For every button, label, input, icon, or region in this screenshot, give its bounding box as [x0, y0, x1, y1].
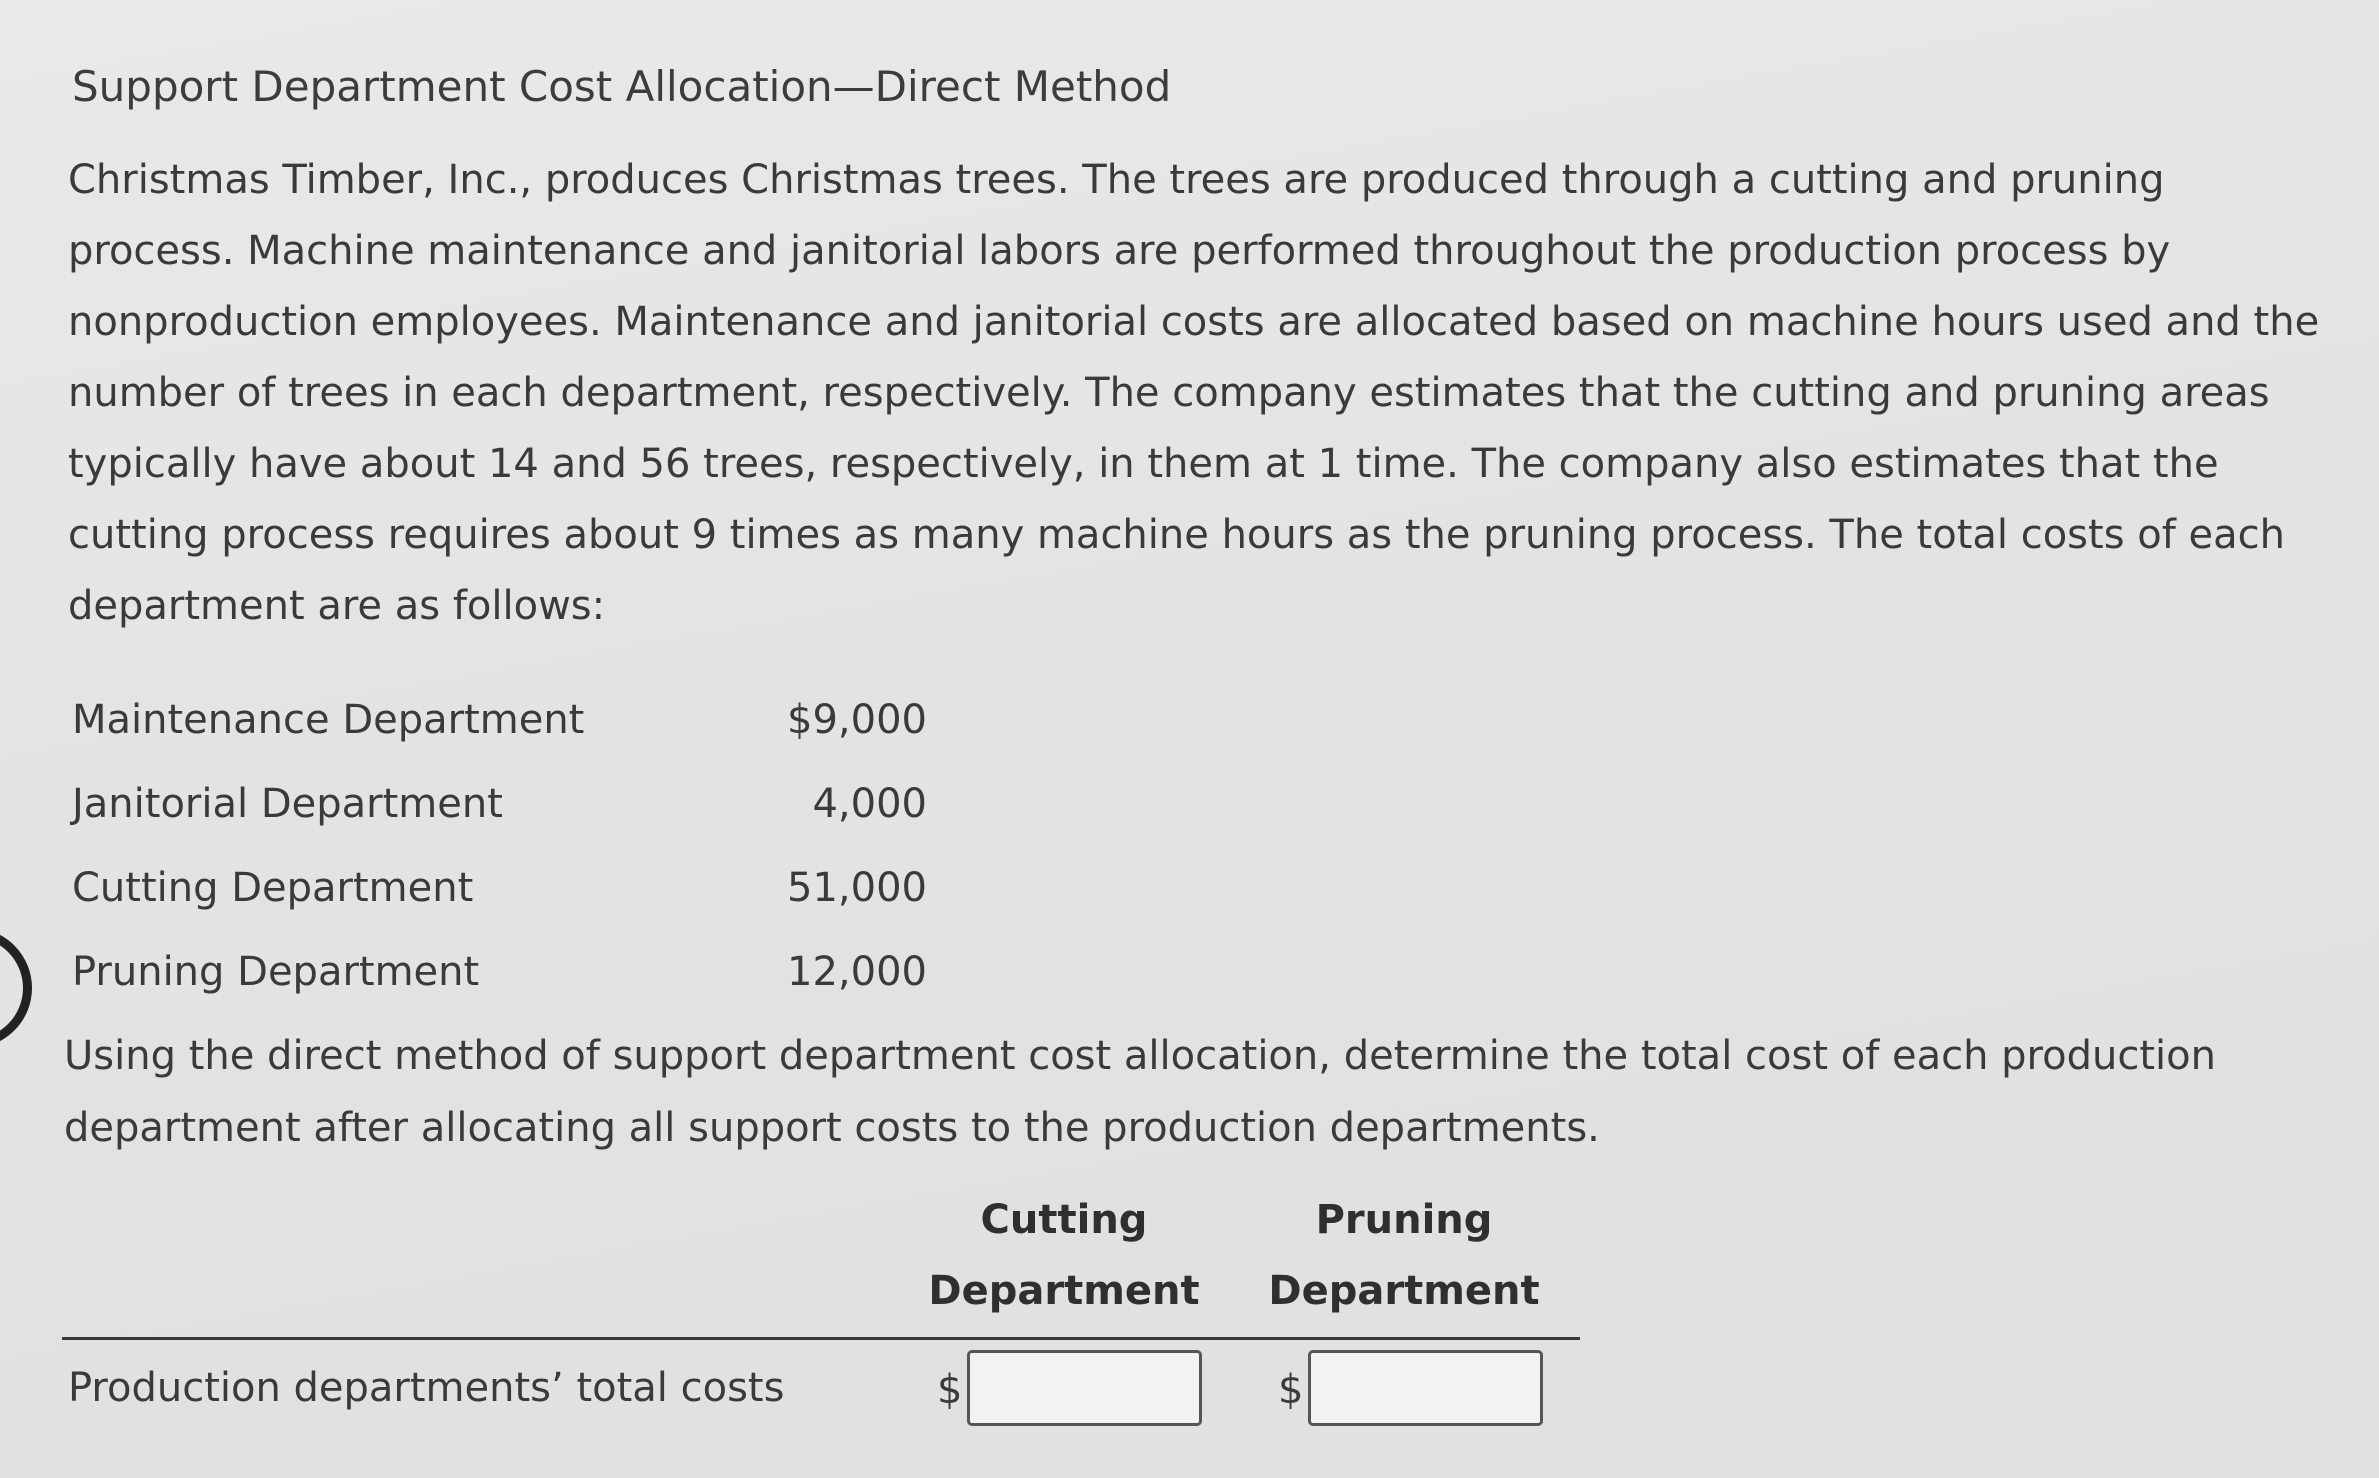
- row-label-total-costs: Production departments’ total costs: [68, 1365, 785, 1411]
- cost-label: Janitorial Department: [72, 781, 503, 827]
- cost-label: Cutting Department: [72, 865, 474, 911]
- department-cost-table: [72, 678, 927, 1014]
- column-header-line: Department: [1268, 1268, 1540, 1314]
- question-line: Using the direct method of support department cost allocation, determine the total cost of each production: [64, 1033, 2216, 1079]
- question-line: department after allocating all support costs to the production departments.: [64, 1105, 1600, 1151]
- problem-line: Christmas Timber, Inc., produces Christmas trees. The trees are produced through a cutting and pruning: [68, 157, 2165, 203]
- column-header-cutting: [914, 1185, 1214, 1327]
- cost-amount: $9,000: [787, 697, 927, 743]
- header-divider: [62, 1337, 1580, 1340]
- cost-row-janitorial: [72, 762, 927, 846]
- cost-row-pruning: [72, 930, 927, 1014]
- column-header-line: Cutting: [980, 1197, 1148, 1243]
- problem-line: department are as follows:: [68, 583, 606, 629]
- column-header-pruning: [1254, 1185, 1554, 1327]
- cost-label: Pruning Department: [72, 949, 480, 995]
- cost-row-maintenance: [72, 678, 927, 762]
- currency-symbol: $: [1278, 1367, 1304, 1413]
- problem-line: number of trees in each department, respectively. The company estimates that the cutting and pruning areas: [68, 370, 2270, 416]
- column-header-line: Pruning: [1315, 1197, 1493, 1243]
- cost-amount: 51,000: [787, 865, 927, 911]
- page-title: Support Department Cost Allocation—Direct Method: [72, 62, 1172, 111]
- cost-amount: 12,000: [787, 949, 927, 995]
- cost-row-cutting: [72, 846, 927, 930]
- question-prompt: [64, 1020, 2216, 1164]
- problem-line: nonproduction employees. Maintenance and janitorial costs are allocated based on machine hours used and the: [68, 299, 2320, 345]
- cutting-total-cost-input[interactable]: [967, 1350, 1202, 1426]
- cost-amount: 4,000: [812, 781, 927, 827]
- cost-label: Maintenance Department: [72, 697, 585, 743]
- problem-line: typically have about 14 and 56 trees, respectively, in them at 1 time. The company also estimates that the: [68, 441, 2219, 487]
- problem-line: cutting process requires about 9 times as many machine hours as the pruning process. The total costs of each: [68, 512, 2285, 558]
- problem-statement: [68, 145, 2358, 642]
- currency-symbol: $: [937, 1367, 963, 1413]
- problem-line: process. Machine maintenance and janitorial labors are performed throughout the production process by: [68, 228, 2171, 274]
- focus-ring-edge: [0, 928, 32, 1048]
- pruning-total-cost-input[interactable]: [1308, 1350, 1543, 1426]
- column-header-line: Department: [928, 1268, 1200, 1314]
